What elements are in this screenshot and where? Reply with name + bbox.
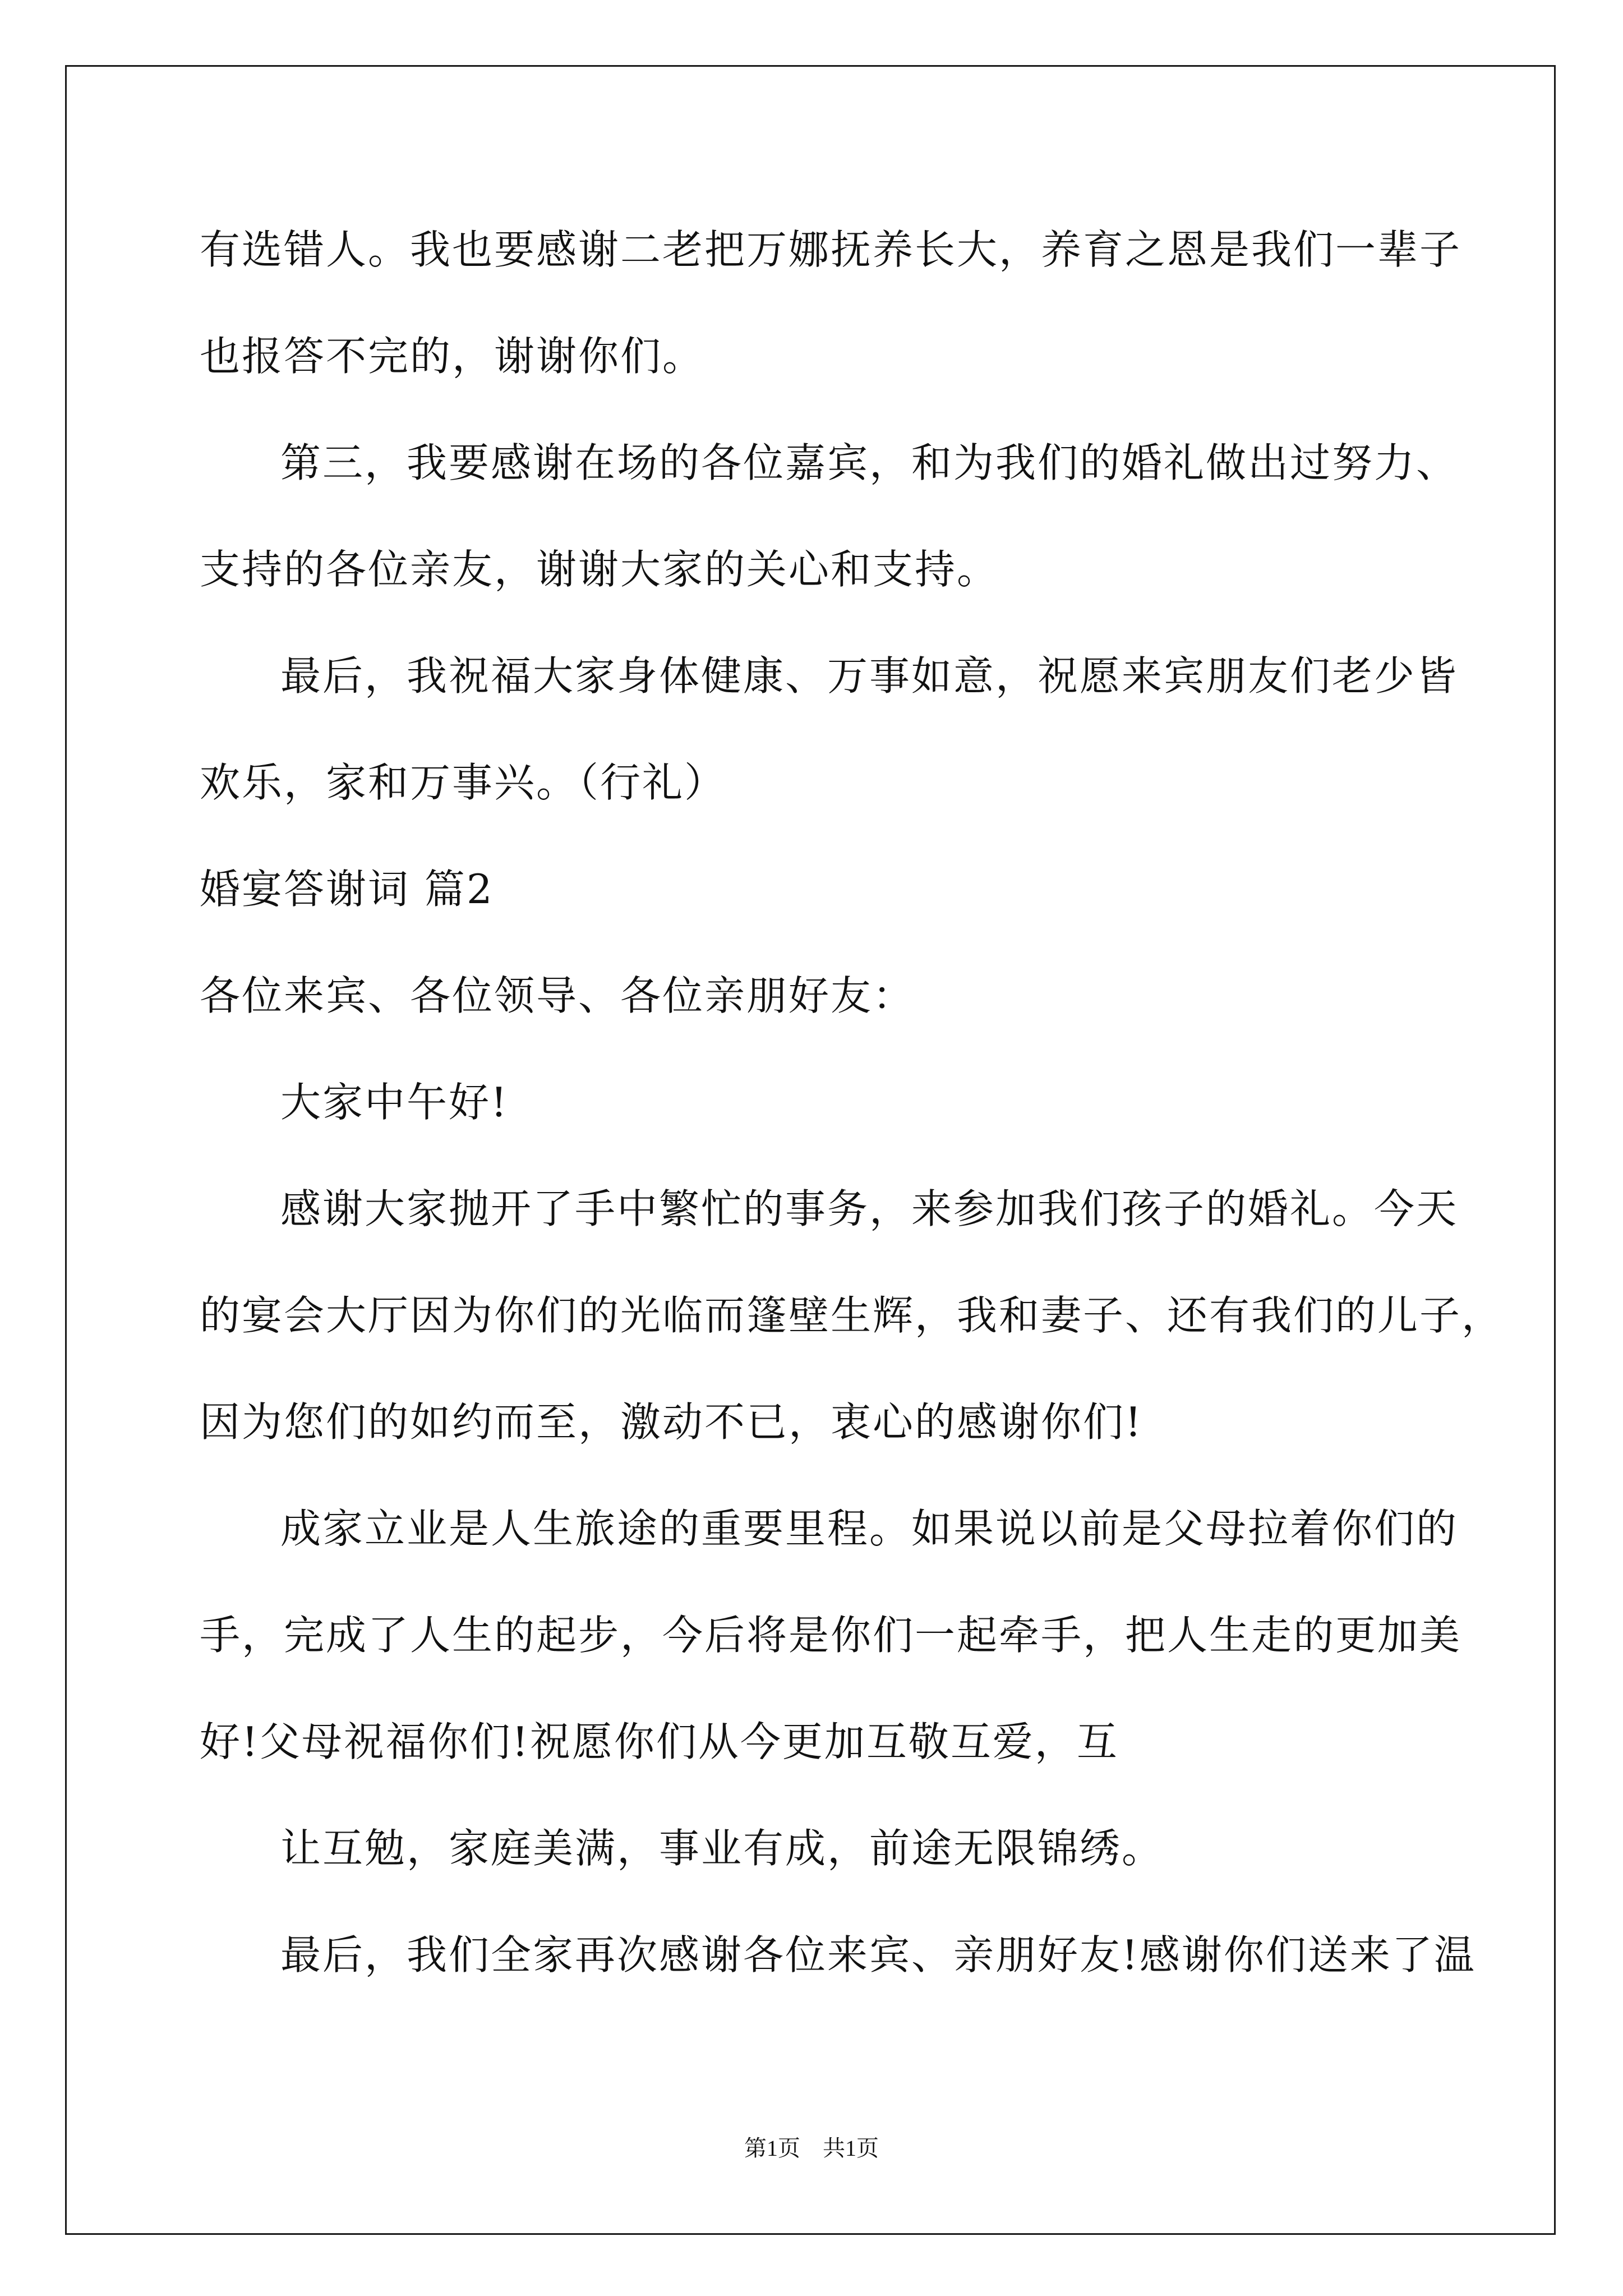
paragraph-milestone-line-2: 手，完成了人生的起步，今后将是你们一起牵手，把人生走的更加美 — [200, 1612, 1462, 1659]
text-line-2: 也报答不完的，谢谢你们。 — [200, 333, 705, 380]
paragraph-thanks-line-3: 因为您们的如约而至，激动不已，衷心的感谢你们! — [200, 1398, 1143, 1446]
page-total: 共1页 — [823, 2136, 879, 2161]
paragraph-final-thanks: 最后，我们全家再次感谢各位来宾、亲朋好友!感谢你们送来了温 — [280, 1931, 1476, 1978]
text-line-1: 有选错人。我也要感谢二老把万娜抚养长大，养育之恩是我们一辈子 — [200, 226, 1462, 273]
paragraph-thanks-line-1: 感谢大家抛开了手中繁忙的事务，来参加我们孩子的婚礼。今天 — [280, 1185, 1459, 1232]
paragraph-blessing-line-1: 最后，我祝福大家身体健康、万事如意，祝愿来宾朋友们老少皆 — [280, 652, 1459, 700]
paragraph-blessing-line-2: 欢乐，家和万事兴。（行礼） — [200, 759, 727, 806]
paragraph-thanks-guests-line-2: 支持的各位亲友，谢谢大家的关心和支持。 — [200, 546, 999, 593]
paragraph-milestone-line-3: 好!父母祝福你们!祝愿你们从今更加互敬互爱，互 — [200, 1718, 1119, 1765]
page-footer — [0, 2132, 1623, 2165]
greeting: 大家中午好! — [280, 1079, 509, 1126]
paragraph-wishes: 让互勉，家庭美满，事业有成，前途无限锦绣。 — [280, 1825, 1164, 1872]
page-number: 第1页 — [744, 2136, 800, 2161]
paragraph-milestone-line-1: 成家立业是人生旅途的重要里程。如果说以前是父母拉着你们的 — [280, 1505, 1459, 1552]
section-heading: 婚宴答谢词 篇2 — [200, 866, 494, 913]
page-border — [65, 65, 1556, 2235]
paragraph-thanks-line-2: 的宴会大厅因为你们的光临而篷壁生辉，我和妻子、还有我们的儿子， — [200, 1292, 1504, 1339]
paragraph-thanks-guests-line-1: 第三，我要感谢在场的各位嘉宾，和为我们的婚礼做出过努力、 — [280, 439, 1459, 486]
salutation: 各位来宾、各位领导、各位亲朋好友： — [200, 972, 915, 1019]
